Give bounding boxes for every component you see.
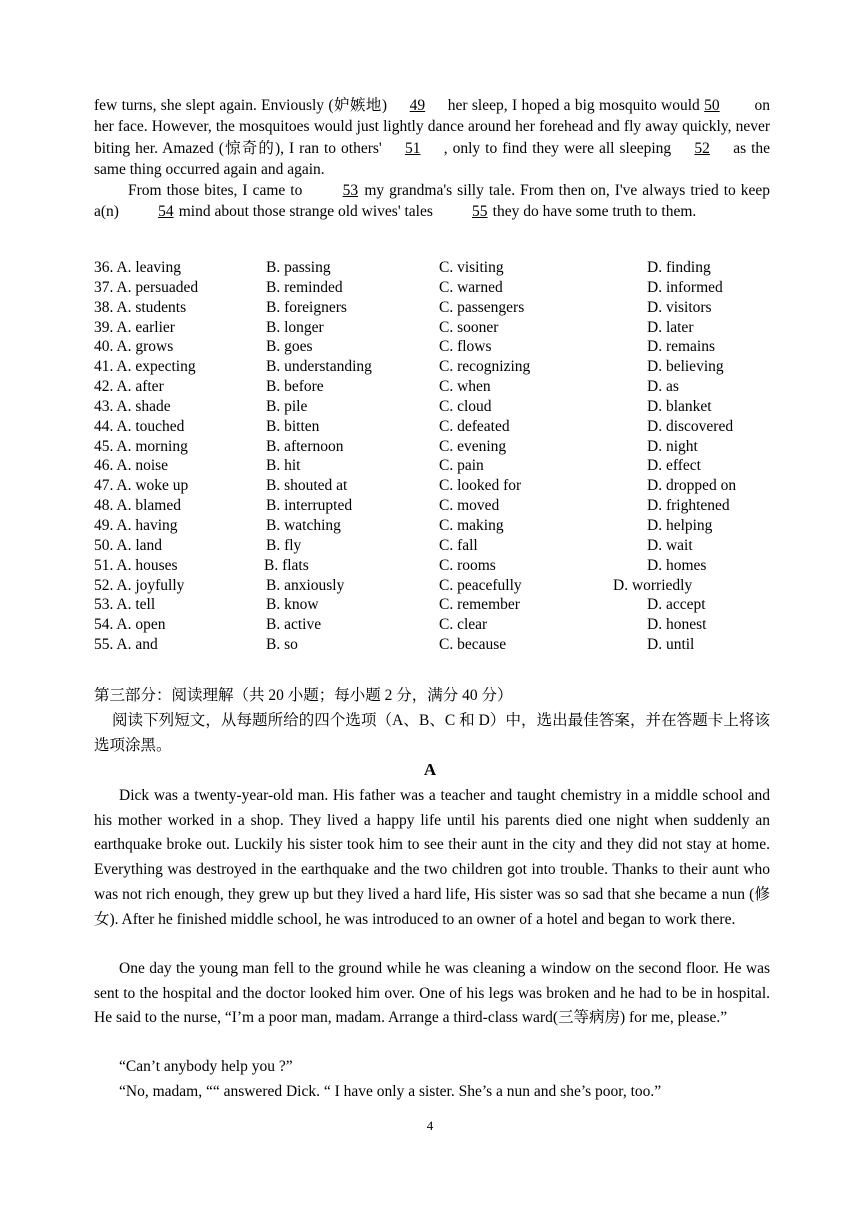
cloze-text: my grandma's silly tale. From then on, I've always tried to keep a(n) (94, 182, 771, 221)
cloze-paragraph-2 (94, 180, 770, 223)
option-a: 54. A. open (94, 616, 166, 634)
option-a: 55. A. and (94, 636, 158, 654)
option-d: D. informed (647, 278, 723, 296)
option-b: B. reminded (266, 278, 343, 296)
answer-options (94, 258, 774, 655)
blank-54: 54 (158, 203, 174, 221)
option-row (94, 576, 774, 596)
passage-paragraph-4: “No, madam, ““ answered Dick. “ I have only a sister. She’s a nun and she’s poor, too.” (119, 1083, 662, 1100)
option-a: 46. A. noise (94, 457, 169, 475)
option-a: 43. A. shade (94, 397, 171, 415)
option-d: D. effect (647, 457, 701, 475)
option-b: B. watching (266, 516, 341, 534)
cloze-text: as the same thing occurred again and again. (94, 139, 771, 178)
option-c: C. defeated (439, 417, 510, 435)
option-c: C. passengers (439, 298, 525, 316)
option-c: C. cloud (439, 397, 492, 415)
cloze-text: on her face. However, the mosquitoes would just lightly dance around her forehead and fly away quickly, never biting her. Amazed (惊奇的), I ran to others' (94, 97, 770, 157)
option-a: 44. A. touched (94, 417, 185, 435)
option-c: C. visiting (439, 259, 504, 276)
option-c: C. peacefully (439, 576, 522, 594)
passage-paragraph-2: One day the young man fell to the ground while he was cleaning a window on the second floor. He was sent to the hospital and the doctor looked him over. One of his legs was broken and he had to be in hospital. He said to the nurse, “I’m a poor man, madam. Arrange a third-class ward(三等病房) for me, please.” (94, 960, 770, 1027)
option-row (94, 437, 774, 457)
option-a: 49. A. having (94, 516, 178, 534)
option-d: D. blanket (647, 397, 712, 415)
option-c: C. fall (439, 536, 478, 554)
option-b: B. longer (266, 318, 324, 336)
option-c: C. rooms (439, 556, 496, 574)
option-c: C. when (439, 378, 491, 396)
option-d: D. discovered (647, 417, 734, 435)
option-a: 52. A. joyfully (94, 576, 185, 594)
option-row (94, 377, 774, 397)
cloze-text: few turns, she slept again. Enviously (妒嫉地) (94, 97, 388, 114)
option-b: B. shouted at (266, 477, 348, 495)
option-d: D. worriedly (613, 576, 693, 594)
option-row (94, 318, 774, 338)
passage-title: A (423, 760, 437, 779)
option-row (94, 536, 774, 556)
passage-paragraph-3: “Can’t anybody help you ?” (119, 1058, 293, 1075)
option-d: D. dropped on (647, 477, 737, 495)
option-d: D. wait (647, 536, 693, 554)
option-c: C. making (439, 516, 504, 534)
option-a: 47. A. woke up (94, 477, 189, 495)
blank-53: 53 (342, 182, 359, 199)
option-d: D. accept (647, 596, 706, 614)
section-instruction: 阅读下列短文，从每题所给的四个选项（A、B、C 和 D）中，选出最佳答案，并在答题卡上将该选项涂黑。 (94, 712, 770, 754)
option-c: C. flows (439, 338, 492, 356)
option-a: 48. A. blamed (94, 497, 181, 515)
option-a: 41. A. expecting (94, 358, 196, 376)
option-b: B. pile (266, 397, 308, 415)
option-c: C. looked for (439, 477, 522, 495)
option-d: D. homes (647, 556, 707, 574)
option-b: B. understanding (266, 358, 372, 376)
option-d: D. finding (647, 259, 711, 276)
option-a: 37. A. persuaded (94, 278, 199, 296)
option-d: D. frightened (647, 497, 730, 515)
option-b: B. know (266, 596, 319, 614)
option-b: B. active (266, 616, 322, 634)
option-d: D. helping (647, 516, 713, 534)
cloze-paragraph-1 (94, 95, 770, 180)
option-c: C. recognizing (439, 358, 531, 376)
option-c: C. because (439, 636, 507, 654)
option-b: B. before (266, 378, 324, 396)
cloze-text: mind about those strange old wives' tales (178, 203, 433, 221)
option-b: B. interrupted (266, 497, 353, 515)
option-c: C. pain (439, 457, 484, 475)
option-a: 51. A. houses (94, 556, 178, 574)
option-row (94, 417, 774, 437)
option-c: C. evening (439, 437, 507, 455)
option-a: 50. A. land (94, 536, 163, 554)
option-b: B. bitten (266, 417, 320, 435)
blank-52: 52 (694, 139, 710, 157)
section-heading: 第三部分：阅读理解（共 20 小题；每小题 2 分，满分 40 分） (94, 687, 513, 704)
option-b: B. so (266, 636, 298, 654)
option-c: C. moved (439, 497, 500, 515)
option-d: D. honest (647, 616, 707, 634)
option-d: D. until (647, 636, 695, 654)
option-a: 45. A. morning (94, 437, 188, 455)
option-row (94, 496, 774, 516)
option-d: D. believing (647, 358, 724, 376)
option-row (94, 298, 774, 318)
option-row (94, 595, 774, 615)
option-a: 42. A. after (94, 378, 164, 396)
option-row (94, 615, 774, 635)
option-d: D. later (647, 318, 694, 336)
option-b: B. foreigners (266, 298, 347, 316)
option-row (94, 258, 774, 278)
option-row (94, 556, 774, 576)
option-b: B. passing (266, 259, 331, 276)
option-a: 39. A. earlier (94, 318, 175, 336)
option-c: C. remember (439, 596, 520, 614)
passage-paragraph-1: Dick was a twenty-year-old man. His father was a teacher and taught chemistry in a middle school and his mother worked in a shop. They lived a happy life until his parents died one night when suddenly an earthquake broke out. Luckily his sister took him to see their aunt in the city and they did not stay at home. Everything was destroyed in the earthquake and the two children got into trouble. Thanks to their aunt who was not rich enough, they grew up but they lived a hard life, His sister was so sad that she became a nun (修女). After he finished middle school, he was introduced to an owner of a hotel and began to work there. (94, 787, 770, 928)
option-b: B. fly (266, 536, 302, 554)
cloze-text: , only to find they were all sleeping (443, 139, 672, 157)
option-b: B. flats (264, 556, 309, 574)
option-row (94, 635, 774, 655)
blank-50: 50 (704, 97, 720, 114)
option-row (94, 476, 774, 496)
option-d: D. visitors (647, 298, 712, 316)
option-c: C. warned (439, 278, 503, 296)
option-a: 40. A. grows (94, 338, 174, 356)
page-number: 4 (426, 1118, 434, 1133)
cloze-text: her sleep, I hoped a big mosquito would (447, 97, 700, 114)
cloze-text: they do have some truth to them. (492, 203, 697, 221)
option-b: B. goes (266, 338, 313, 356)
option-d: D. as (647, 378, 679, 396)
option-row (94, 397, 774, 417)
option-row (94, 516, 774, 536)
blank-49: 49 (409, 97, 426, 114)
option-b: B. anxiously (266, 576, 345, 594)
option-c: C. clear (439, 616, 488, 634)
cloze-text: From those bites, I came to (128, 182, 303, 199)
option-a: 36. A. leaving (94, 259, 181, 276)
option-a: 53. A. tell (94, 596, 156, 614)
option-b: B. hit (266, 457, 301, 475)
option-c: C. sooner (439, 318, 499, 336)
option-row (94, 337, 774, 357)
option-a: 38. A. students (94, 298, 187, 316)
option-row (94, 456, 774, 476)
option-d: D. remains (647, 338, 716, 356)
blank-51: 51 (404, 139, 421, 157)
option-row (94, 278, 774, 298)
option-b: B. afternoon (266, 437, 344, 455)
option-row (94, 357, 774, 377)
option-d: D. night (647, 437, 698, 455)
blank-55: 55 (472, 203, 488, 221)
